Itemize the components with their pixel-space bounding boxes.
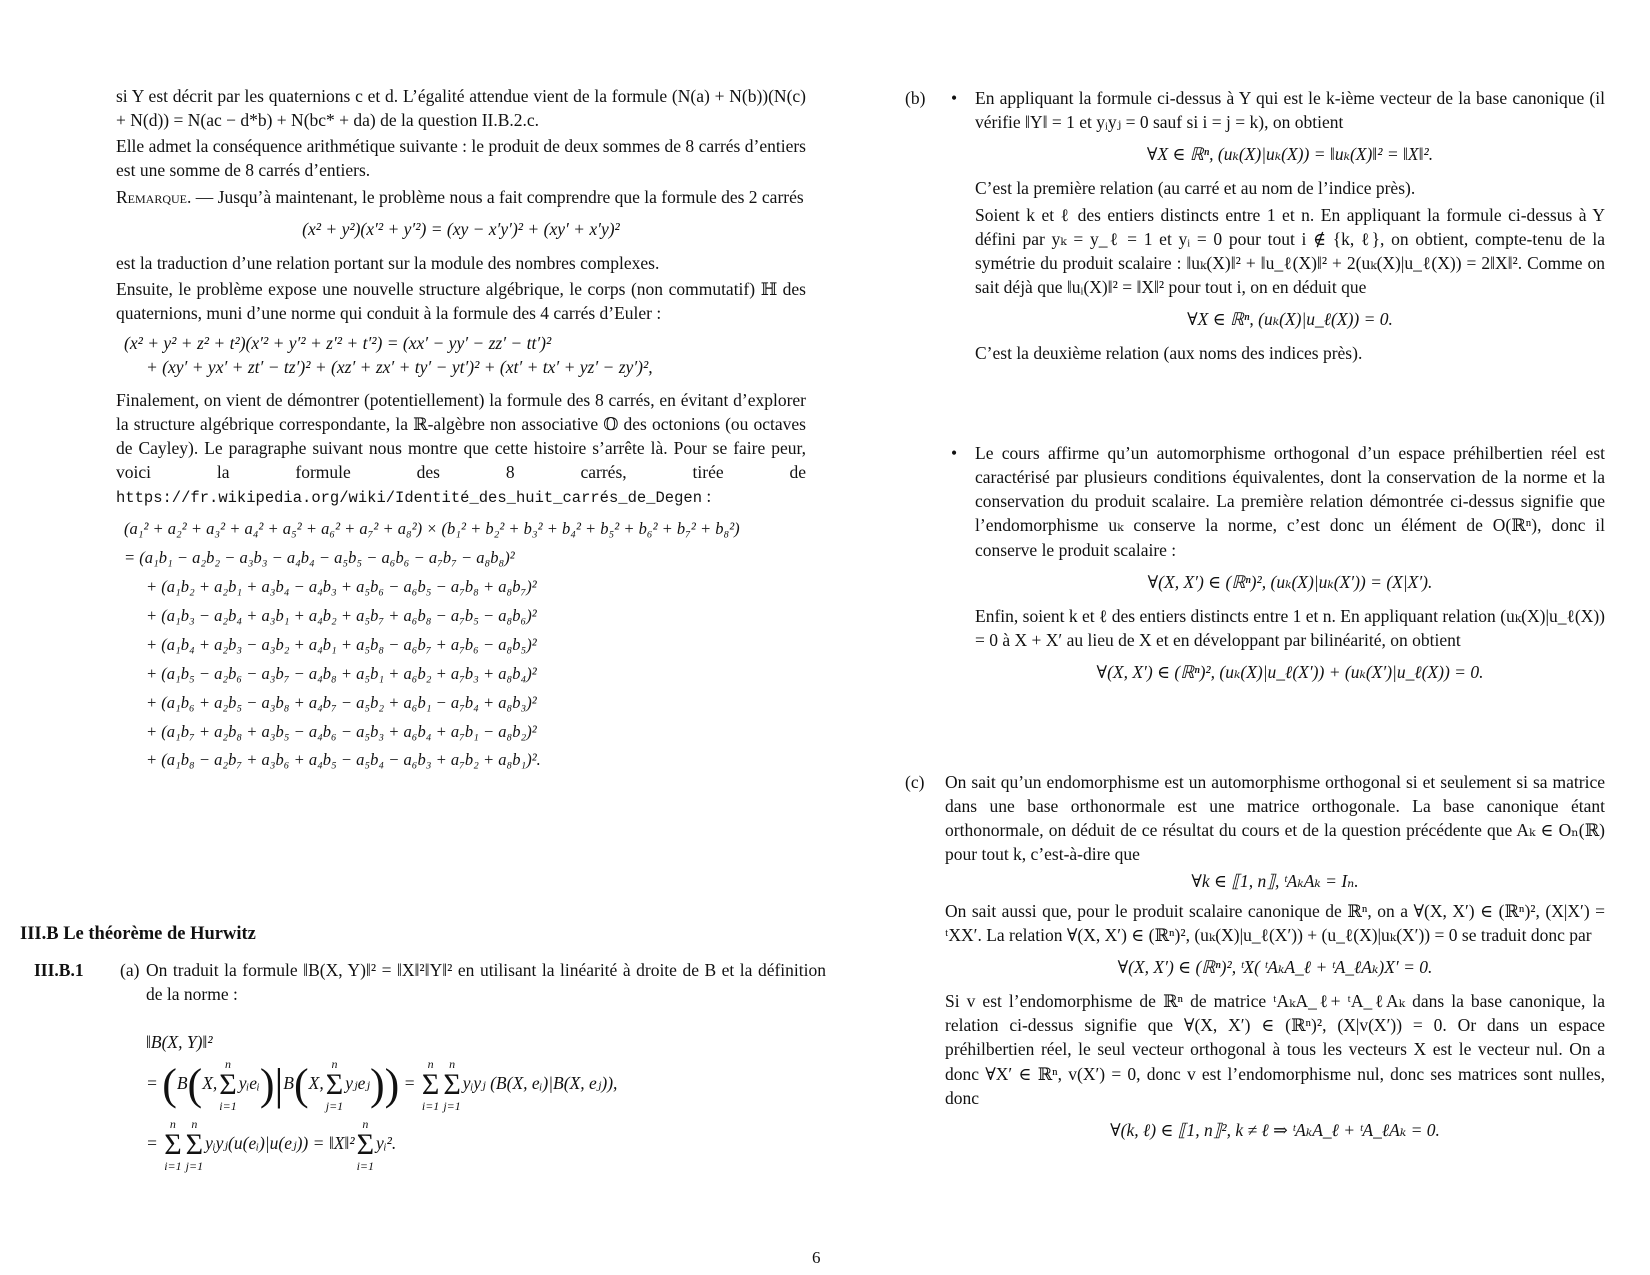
sum-top: n: [362, 1117, 369, 1132]
remark-text: — Jusqu’à maintenant, le problème nous a fait comprendre que la formule des 2 carrés: [191, 186, 804, 207]
equals: =: [146, 1073, 163, 1094]
sum-symbol: [164, 1118, 181, 1172]
sum-top: n: [427, 1057, 434, 1072]
sigma-icon: Σ: [164, 1128, 182, 1162]
equation-line: + (a₁b₆ + a₂b₅ − a₃b₈ + a₄b₇ − a₅b₂ + a₆b₁ − a₇b₄ + a₈b₃)²: [146, 692, 537, 712]
sigma-icon: Σ: [443, 1068, 461, 1102]
equation-line: + (a₁b₄ + a₂b₃ − a₃b₂ + a₄b₁ + a₅b₈ − a₆b₇ + a₇b₆ − a₈b₅)²: [146, 634, 537, 654]
calc-line-1: ‖B(X, Y)‖²: [146, 1032, 213, 1052]
part-b-content-2: [975, 441, 1605, 694]
remark: [116, 185, 806, 209]
paragraph-text: Finalement, on vient de démontrer (potentiellement) la formule des 8 carrés, en évitant d’explorer la structure algébrique correspondante, la ℝ-algèbre non associative 𝕆 des octonions (ou octaves de Cayley). Le paragraphe suivant nous montre que cette histoire s’arrête là. Pour se faire peur, voici la formule des 8 carrés, tirée de: [116, 389, 806, 482]
calc-line-3: [146, 1118, 826, 1172]
calc-term: yᵢyⱼ(u(eᵢ)|u(eⱼ)) = ‖X‖²: [205, 1133, 355, 1154]
paragraph: C’est la première relation (au carré et au nom de l’indice près).: [975, 178, 1416, 199]
equation: ∀k ∈ ⟦1, n⟧, ᵗAₖAₖ = Iₙ.: [1191, 870, 1359, 891]
equation-2-squares: (x² + y²)(x′² + y′²) = (xy − x′y′)² + (xy′ + x′y)²: [302, 218, 620, 239]
sum-top: n: [331, 1057, 338, 1072]
sum-bottom: i=1: [356, 1159, 375, 1174]
sigma-icon: Σ: [356, 1128, 375, 1162]
paren-open: (: [294, 1060, 309, 1110]
equation-line: + (xy′ + yx′ + zt′ − tz′)² + (xz′ + zx′ + ty′ − yt′)² + (xt′ + tx′ + yz′ − zy′)²,: [146, 357, 653, 378]
sum-bottom: i=1: [219, 1099, 237, 1114]
paragraph: On sait aussi que, pour le produit scalaire canonique de ℝⁿ, on a ∀(X, X′) ∈ (ℝⁿ)², (X|X′) = ᵗXX′. La relation ∀(X, X′) ∈ (ℝⁿ)², (uₖ(X)|u_ℓ(X′)) + (u_ℓ(X)|uₖ(X′)) = 0 se traduit donc par: [945, 900, 1605, 945]
paragraph: [116, 388, 806, 510]
sum-symbol: [443, 1058, 460, 1112]
equation-line: + (a₁b₇ + a₂b₈ + a₃b₅ − a₄b₆ − a₅b₃ + a₆b₄ + a₇b₁ − a₈b₂)²: [146, 721, 537, 741]
paragraph: En appliquant la formule ci-dessus à Y qui est le k-ième vecteur de la base canonique (il vérifie ‖Y‖ = 1 et yᵢyⱼ = 0 sauf si i = j = k), on obtient: [975, 88, 1605, 133]
equation-line: + (a₁b₃ − a₂b₄ + a₃b₁ + a₄b₂ + a₅b₇ + a₆b₈ − a₇b₅ − a₈b₆)²: [146, 606, 537, 626]
equation: ∀(X, X′) ∈ (ℝⁿ)², ᵗX( ᵗAₖA_ℓ + ᵗA_ℓAₖ)X′ = 0.: [1117, 956, 1433, 977]
equation: ∀(X, X′) ∈ (ℝⁿ)², (uₖ(X)|u_ℓ(X′)) + (uₖ(X′)|u_ℓ(X)) = 0.: [1096, 662, 1484, 683]
bullet: •: [951, 88, 958, 108]
bullet: •: [951, 443, 958, 463]
paren-close: )): [369, 1060, 400, 1110]
paragraph: Le cours affirme qu’un automorphisme orthogonal d’un espace préhilbertien réel est caractérisé par plusieurs conditions équivalentes, dont la conservation de la norme et la conservation du produit scalaire. La première relation démontrée ci-dessus signifie que l’endomorphisme uₖ conserve la norme, c’est donc un élément de O(ℝⁿ), donc il conserve le produit scalaire :: [975, 443, 1605, 560]
wikipedia-link[interactable]: https://fr.wikipedia.org/wiki/Identité_des_huit_carrés_de_Degen: [116, 489, 702, 508]
equals: =: [403, 1073, 420, 1094]
paragraph: On sait qu’un endomorphisme est un automorphisme orthogonal si et seulement si sa matrice dans une base orthonormale est une matrice orthogonale. La base canonique étant orthonormale, on déduit de ce résultat du cours et de la question précédente que Aₖ ∈ Oₙ(ℝ) pour tout k, c’est-à-dire que: [945, 772, 1605, 865]
left-column: [116, 84, 806, 783]
calc-term: B: [176, 1073, 188, 1094]
paragraph: C’est la deuxième relation (aux noms des indices près).: [975, 343, 1363, 364]
calc-term: yᵢeᵢ: [238, 1073, 260, 1094]
sigma-icon: Σ: [325, 1068, 344, 1102]
equation-line: + (a₁b₂ + a₂b₁ + a₃b₄ − a₄b₃ + a₅b₆ − a₆b₅ − a₇b₈ + a₈b₇)²: [146, 577, 537, 597]
equation-line: (x² + y² + z² + t²)(x′² + y′² + z′² + t′²) = (xx′ − yy′ − zz′ − tt′)²: [124, 333, 552, 354]
paren-close: ): [259, 1060, 275, 1110]
equation: ∀X ∈ ℝⁿ, (uₖ(X)|u_ℓ(X)) = 0.: [1187, 309, 1393, 330]
calc-term: yᵢ².: [376, 1133, 397, 1154]
sum-top: n: [191, 1117, 198, 1132]
equation: ∀(k, ℓ) ∈ ⟦1, n⟧², k ≠ ℓ ⇒ ᵗAₖA_ℓ + ᵗA_ℓAₖ = 0.: [1110, 1119, 1440, 1140]
calc-term: X,: [308, 1073, 324, 1094]
sum-top: n: [225, 1057, 232, 1072]
equation: ∀(X, X′) ∈ (ℝⁿ)², (uₖ(X)|uₖ(X′)) = (X|X′).: [1147, 571, 1433, 592]
equation: ∀X ∈ ℝⁿ, (uₖ(X)|uₖ(X)) = ‖uₖ(X)‖² = ‖X‖².: [1146, 144, 1434, 165]
paren-open: (: [187, 1060, 203, 1110]
sum-symbol: [357, 1118, 374, 1172]
sigma-icon: Σ: [219, 1068, 237, 1102]
paragraph: Si v est l’endomorphisme de ℝⁿ de matrice ᵗAₖA_ℓ+ ᵗA_ℓAₖ dans la base canonique, la relation ci-dessus signifie que ∀(X, X′) ∈ (ℝⁿ)², (X|v(X′)) = 0. Or dans un espace préhilbertien réel, le seul vecteur orthogonal à tous les vecteurs X est le vecteur nul. On a donc ∀X′ ∈ ℝⁿ, v(X′) = 0, donc v est l’endomorphisme nul, donc ses matrices sont nulles, donc: [945, 991, 1605, 1108]
sigma-icon: Σ: [421, 1068, 440, 1102]
sum-symbol: [326, 1058, 343, 1112]
sum-symbol: [219, 1058, 236, 1112]
question-label: (a): [120, 960, 140, 980]
page-number: 6: [812, 1248, 821, 1267]
question-number: III.B.1: [34, 960, 84, 980]
sum-top: n: [169, 1117, 176, 1132]
remark-label: Remarque.: [116, 186, 192, 207]
equation-4-squares: [124, 331, 806, 379]
equals: =: [146, 1133, 163, 1154]
sum-bottom: j=1: [185, 1159, 204, 1174]
calc-term: yⱼeⱼ: [345, 1073, 370, 1094]
part-c-content: [945, 770, 1605, 1152]
equation-line: = (a₁b₁ − a₂b₂ − a₃b₃ − a₄b₄ − a₅b₅ − a₆b₆ − a₇b₇ − a₈b₈)²: [124, 548, 515, 568]
sum-top: n: [449, 1057, 456, 1072]
paragraph: est la traduction d’une relation portant sur la module des nombres complexes.: [116, 252, 660, 273]
paragraph: si Y est décrit par les quaternions c et d. L’égalité attendue vient de la formule (N(a) + N(b))(N(c) + N(d)) = N(ac − d*b) + N(bc* + da) de la question II.B.2.c.: [116, 86, 806, 131]
sum-bottom: j=1: [325, 1099, 344, 1114]
part-c-label: (c): [905, 772, 925, 792]
bar: |: [274, 1060, 284, 1110]
calc-term: X,: [202, 1073, 218, 1094]
paragraph: Ensuite, le problème expose une nouvelle structure algébrique, le corps (non commutatif) ℍ des quaternions, muni d’une norme qui conduit à la formule des 4 carrés d’Euler :: [116, 278, 806, 324]
equation-line: + (a₁b₈ − a₂b₇ + a₃b₆ + a₄b₅ − a₅b₄ − a₆b₃ + a₇b₂ + a₈b₁)².: [146, 750, 541, 770]
norm-calculation: [146, 1030, 826, 1172]
sum-bottom: j=1: [443, 1099, 461, 1114]
sum-symbol: [422, 1058, 439, 1112]
part-b-content: [975, 86, 1605, 367]
equation-line: (a₁² + a₂² + a₃² + a₄² + a₅² + a₆² + a₇² + a₈²) × (b₁² + b₂² + b₃² + b₄² + b₅² + b₆² + b₇² + b₈²): [124, 519, 740, 539]
paragraph: Soient k et ℓ des entiers distincts entre 1 et n. En appliquant la formule ci-dessus à Y défini par yₖ = y_ℓ = 1 et yᵢ = 0 pour tout i ∉ {k, ℓ}, on obtient, compte-tenu de la symétrie du produit scalaire : ‖uₖ(X)‖² + ‖u_ℓ(X)‖² + 2(uₖ(X)|u_ℓ(X)) = 2‖X‖². Comme on sait déjà que ‖uᵢ(X)‖² = ‖X‖² pour tout i, on en déduit que: [975, 204, 1605, 297]
question-text: On traduit la formule ‖B(X, Y)‖² = ‖X‖²‖Y‖² en utilisant la linéarité à droite de B et la définition de la norme :: [146, 960, 826, 1005]
section-title: III.B Le théorème de Hurwitz: [20, 924, 256, 944]
calc-term: B: [283, 1073, 294, 1094]
sigma-icon: Σ: [185, 1128, 204, 1162]
equation-line: + (a₁b₅ − a₂b₆ − a₃b₇ − a₄b₈ + a₅b₁ + a₆b₂ + a₇b₃ + a₈b₄)²: [146, 663, 537, 683]
paren-open: (: [162, 1060, 177, 1110]
sum-bottom: i=1: [164, 1159, 182, 1174]
paragraph: Enfin, soient k et ℓ des entiers distincts entre 1 et n. En appliquant relation (uₖ(X)|u_ℓ(X)) = 0 à X + X′ au lieu de X et en développant par bilinéarité, on obtient: [975, 605, 1605, 650]
equation-8-squares: [124, 515, 806, 775]
sum-symbol: [186, 1118, 203, 1172]
paragraph-text: :: [702, 486, 712, 507]
calc-line-2: [146, 1058, 826, 1112]
sum-bottom: i=1: [421, 1099, 440, 1114]
part-b-label: (b): [905, 88, 926, 108]
paragraph: Elle admet la conséquence arithmétique suivante : le produit de deux sommes de 8 carrés d’entiers est une somme de 8 carrés d’entiers.: [116, 136, 806, 181]
calc-term: yᵢyⱼ (B(X, eᵢ)|B(X, eⱼ)),: [462, 1073, 618, 1094]
